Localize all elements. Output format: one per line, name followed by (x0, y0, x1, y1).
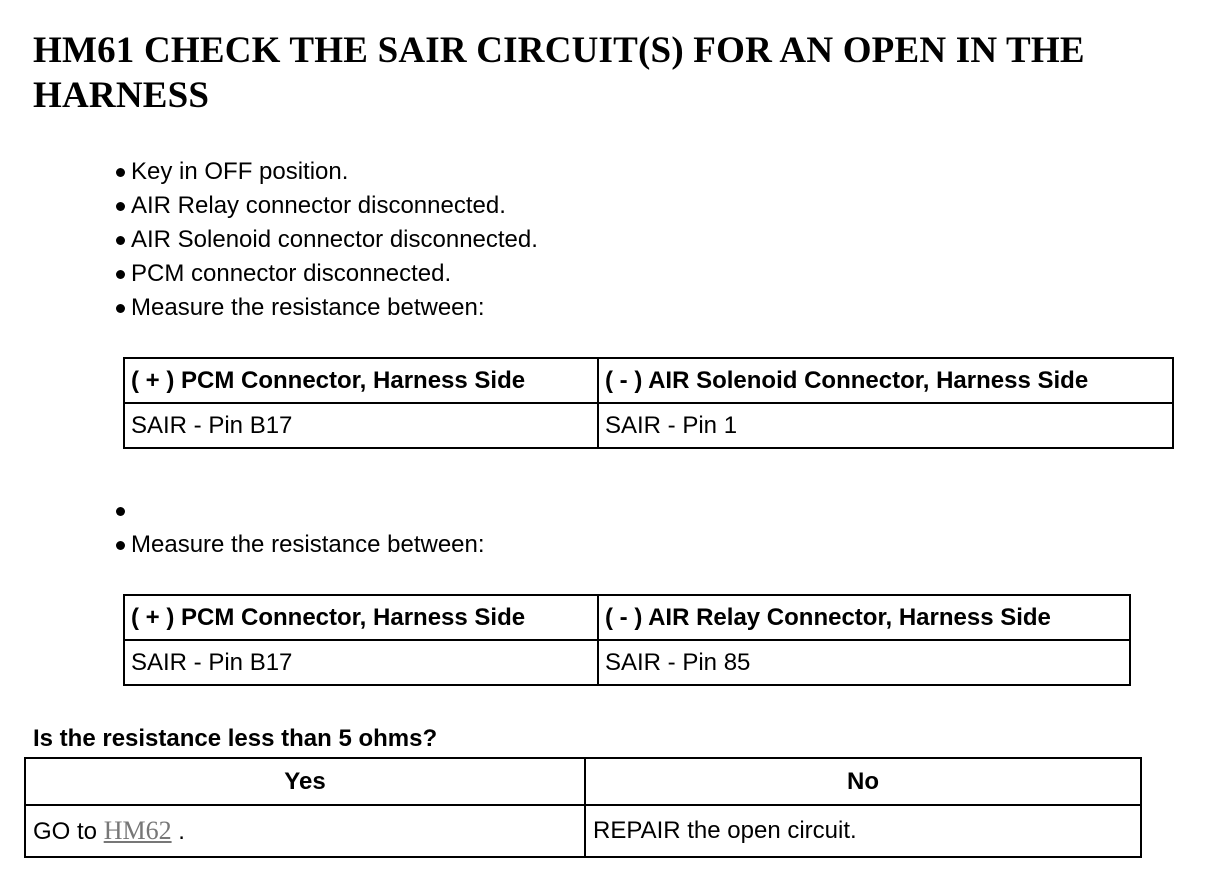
no-header: No (585, 758, 1141, 805)
list-item: AIR Relay connector disconnected. (114, 189, 538, 223)
bullet-icon (116, 507, 125, 516)
bullet-icon (116, 304, 125, 313)
resistance-question: Is the resistance less than 5 ohms? (33, 725, 438, 752)
column-header: ( + ) PCM Connector, Harness Side (124, 358, 598, 403)
bullet-icon (116, 541, 125, 550)
table-cell: SAIR - Pin 85 (598, 640, 1130, 685)
column-header: ( + ) PCM Connector, Harness Side (124, 595, 598, 640)
table-cell: SAIR - Pin B17 (124, 640, 598, 685)
bullet-icon (116, 202, 125, 211)
yes-header: Yes (25, 758, 585, 805)
hm62-link[interactable]: HM62 (103, 816, 172, 845)
measurement-list (114, 494, 485, 562)
column-header: ( - ) AIR Solenoid Connector, Harness Side (598, 358, 1173, 403)
table-header-row (124, 595, 1130, 640)
no-cell: REPAIR the open circuit. (585, 805, 1141, 857)
list-item: PCM connector disconnected. (114, 257, 538, 291)
bullet-icon (116, 236, 125, 245)
column-header: ( - ) AIR Relay Connector, Harness Side (598, 595, 1130, 640)
table-row (124, 640, 1130, 685)
list-item: Measure the resistance between: (114, 291, 538, 325)
table-cell: SAIR - Pin 1 (598, 403, 1173, 448)
list-item (114, 494, 485, 528)
table-row (25, 805, 1141, 857)
table-row (124, 403, 1173, 448)
bullet-icon (116, 270, 125, 279)
table-header-row (25, 758, 1141, 805)
measurement-table-relay (123, 594, 1131, 686)
list-item: Key in OFF position. (114, 155, 538, 189)
list-item: Measure the resistance between: (114, 528, 485, 562)
list-item: AIR Solenoid connector disconnected. (114, 223, 538, 257)
yes-no-table (24, 757, 1142, 858)
table-cell: SAIR - Pin B17 (124, 403, 598, 448)
condition-list (114, 155, 538, 325)
table-header-row (124, 358, 1173, 403)
page-title: HM61 CHECK THE SAIR CIRCUIT(S) FOR AN OPEN IN THE HARNESS (33, 30, 1085, 116)
measurement-table-solenoid (123, 357, 1174, 449)
bullet-icon (116, 168, 125, 177)
yes-cell: GO to HM62 . (25, 805, 585, 857)
